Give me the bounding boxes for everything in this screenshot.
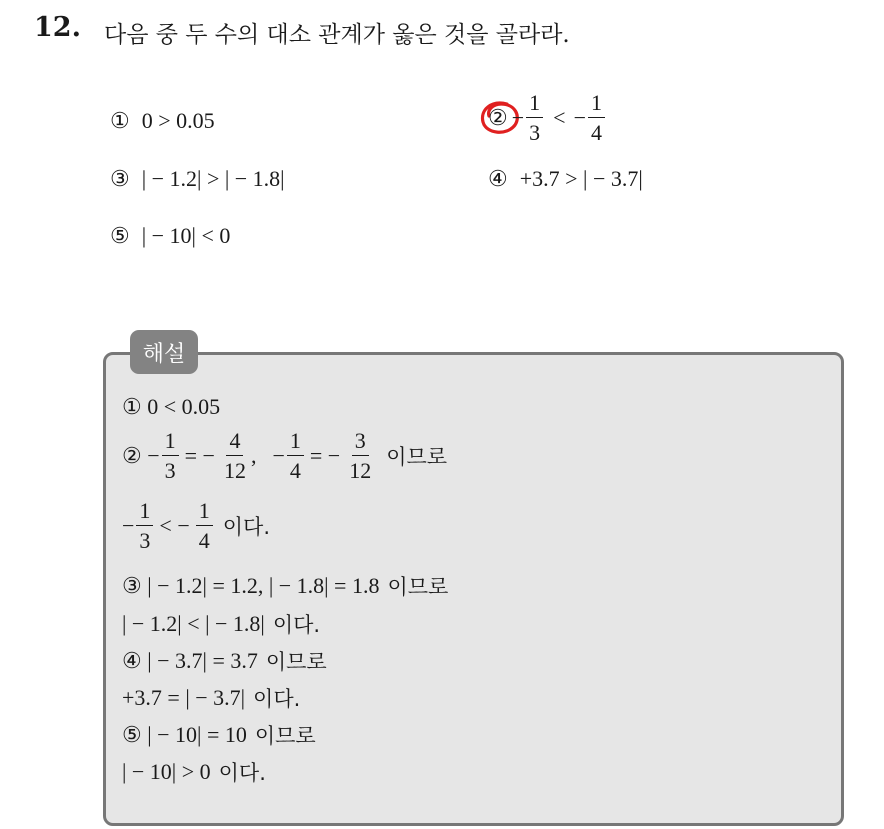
solution-line-2-prefix: ② − xyxy=(122,443,160,468)
solution-line-4-suffix: 이므로 xyxy=(387,575,449,599)
solution-line-3-operator: < − xyxy=(159,513,190,538)
choice-5-expression: | − 10| < 0 xyxy=(141,223,231,248)
choice-2-fraction-2 xyxy=(588,92,605,144)
solution-line-8-suffix: 이므로 xyxy=(254,724,316,748)
solution-line-7 xyxy=(122,683,300,713)
solution-line-2 xyxy=(122,430,447,482)
choice-1[interactable] xyxy=(110,108,215,134)
fraction-numerator: 4 xyxy=(226,430,243,456)
choice-2-fraction-2-denominator: 4 xyxy=(591,120,602,145)
solution-line-3-minus: − xyxy=(122,513,135,538)
solution-line-6 xyxy=(122,646,327,676)
solution-line-1: ① 0 < 0.05 xyxy=(122,394,221,419)
solution-line-5-expression: | − 1.2| < | − 1.8| xyxy=(122,611,265,636)
choice-4-expression: +3.7 > | − 3.7| xyxy=(519,166,643,191)
choice-2[interactable] xyxy=(488,92,607,144)
choice-5-number: ⑤ xyxy=(110,223,130,248)
solution-tag: 해설 xyxy=(130,330,198,374)
choice-3[interactable] xyxy=(110,166,285,192)
solution-line-6-suffix: 이므로 xyxy=(265,650,327,674)
fraction-denominator: 4 xyxy=(198,528,210,553)
choice-1-expression: 0 > 0.05 xyxy=(141,108,215,133)
solution-line-2-minus: − xyxy=(272,443,285,468)
fraction-numerator: 1 xyxy=(196,500,213,526)
choice-2-minus-1: − xyxy=(511,105,525,130)
solution-line-6-expression: ④ | − 3.7| = 3.7 xyxy=(122,648,258,673)
choice-5[interactable] xyxy=(110,223,230,249)
solution-line-3 xyxy=(122,500,270,552)
choice-2-minus-2: − xyxy=(573,105,586,130)
choice-3-expression: | − 1.2| > | − 1.8| xyxy=(141,166,285,191)
solution-line-3-fraction-1 xyxy=(136,500,153,552)
solution-line-4 xyxy=(122,571,448,601)
fraction-denominator: 12 xyxy=(223,458,246,483)
choice-2-number: ② xyxy=(488,105,508,130)
solution-line-8 xyxy=(122,720,316,750)
question-text: 다음 중 두 수의 대소 관계가 옳은 것을 골라라. xyxy=(104,22,570,48)
choice-2-operator: < xyxy=(553,105,566,130)
solution-line-5 xyxy=(122,609,320,639)
solution-line-9-suffix: 이다. xyxy=(218,761,266,785)
solution-line-4-expression: ③ | − 1.2| = 1.2, | − 1.8| = 1.8 xyxy=(122,573,380,598)
solution-line-2-comma: , xyxy=(250,443,257,468)
solution-line-7-expression: +3.7 = | − 3.7| xyxy=(122,685,246,710)
solution-line-2-fraction-3 xyxy=(287,430,304,482)
solution-line-2-fraction-1 xyxy=(162,430,179,482)
solution-line-2-suffix: 이므로 xyxy=(386,445,448,469)
solution-line-3-fraction-2 xyxy=(196,500,213,552)
solution-line-2-fraction-2 xyxy=(221,430,249,482)
choice-3-number: ③ xyxy=(110,166,130,191)
choice-2-fraction-1 xyxy=(526,92,543,144)
choice-4-number: ④ xyxy=(488,166,508,191)
fraction-numerator: 1 xyxy=(287,430,304,456)
fraction-denominator: 12 xyxy=(349,458,372,483)
choice-2-fraction-1-numerator: 1 xyxy=(526,92,543,118)
choice-2-fraction-2-numerator: 1 xyxy=(588,92,605,118)
fraction-denominator: 3 xyxy=(164,458,176,483)
choice-2-fraction-1-denominator: 3 xyxy=(529,120,541,145)
solution-line-5-suffix: 이다. xyxy=(272,613,321,637)
fraction-numerator: 3 xyxy=(352,430,369,456)
fraction-denominator: 3 xyxy=(139,528,151,553)
solution-line-2-equals-2: = − xyxy=(309,443,341,468)
solution-line-7-suffix: 이다. xyxy=(253,687,301,711)
fraction-numerator: 1 xyxy=(162,430,179,456)
fraction-denominator: 4 xyxy=(289,458,301,483)
question-number: 12. xyxy=(34,12,81,43)
solution-line-3-suffix: 이다. xyxy=(222,515,270,539)
solution-line-2-equals-1: = − xyxy=(184,443,215,468)
solution-line-8-expression: ⑤ | − 10| = 10 xyxy=(122,722,247,747)
choice-4[interactable] xyxy=(488,166,643,192)
solution-line-9 xyxy=(122,757,266,787)
choice-1-number: ① xyxy=(110,108,130,133)
solution-line-2-fraction-4 xyxy=(346,430,374,482)
fraction-numerator: 1 xyxy=(136,500,153,526)
solution-line-9-expression: | − 10| > 0 xyxy=(122,759,211,784)
